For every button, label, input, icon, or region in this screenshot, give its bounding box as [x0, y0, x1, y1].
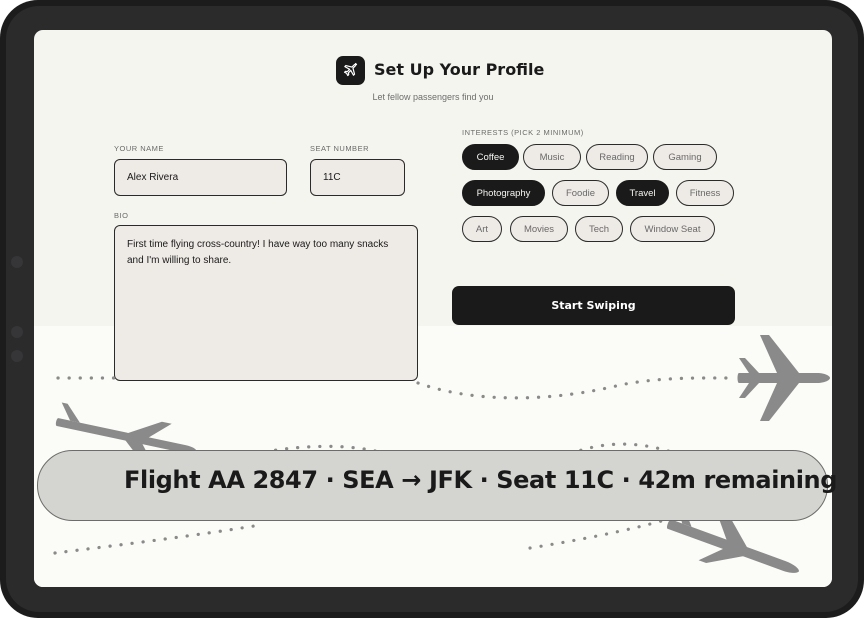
- interest-chip-art[interactable]: Art: [462, 216, 502, 242]
- interest-chip-foodie[interactable]: Foodie: [552, 180, 609, 206]
- interest-chip-photography[interactable]: Photography: [462, 180, 545, 206]
- page-subtitle: Let fellow passengers find you: [372, 92, 494, 102]
- start-swiping-button[interactable]: Start Swiping: [452, 286, 735, 325]
- interest-chip-coffee[interactable]: Coffee: [462, 144, 519, 170]
- interest-chip-movies[interactable]: Movies: [510, 216, 568, 242]
- bio-textarea[interactable]: First time flying cross-country! I have way too many snacks and I'm willing to share.: [114, 225, 418, 381]
- interest-chip-fitness[interactable]: Fitness: [676, 180, 734, 206]
- flight-status-text: Flight AA 2847 · SEA → JFK · Seat 11C · 42m remaining: [124, 466, 838, 494]
- interest-chip-window-seat[interactable]: Window Seat: [630, 216, 715, 242]
- interest-chip-music[interactable]: Music: [523, 144, 581, 170]
- airplane-icon: [738, 335, 831, 421]
- bio-label: BIO: [114, 211, 129, 220]
- interest-chip-gaming[interactable]: Gaming: [653, 144, 717, 170]
- name-value: Alex Rivera: [127, 172, 179, 183]
- interest-chip-travel[interactable]: Travel: [616, 180, 669, 206]
- page-title: Set Up Your Profile: [374, 60, 545, 79]
- seat-label: SEAT NUMBER: [310, 144, 369, 153]
- interest-chip-tech[interactable]: Tech: [575, 216, 623, 242]
- seat-value: 11C: [323, 172, 341, 183]
- name-label: YOUR NAME: [114, 144, 164, 153]
- interests-label: INTERESTS (PICK 2 MINIMUM): [462, 128, 584, 137]
- interest-chip-reading[interactable]: Reading: [586, 144, 648, 170]
